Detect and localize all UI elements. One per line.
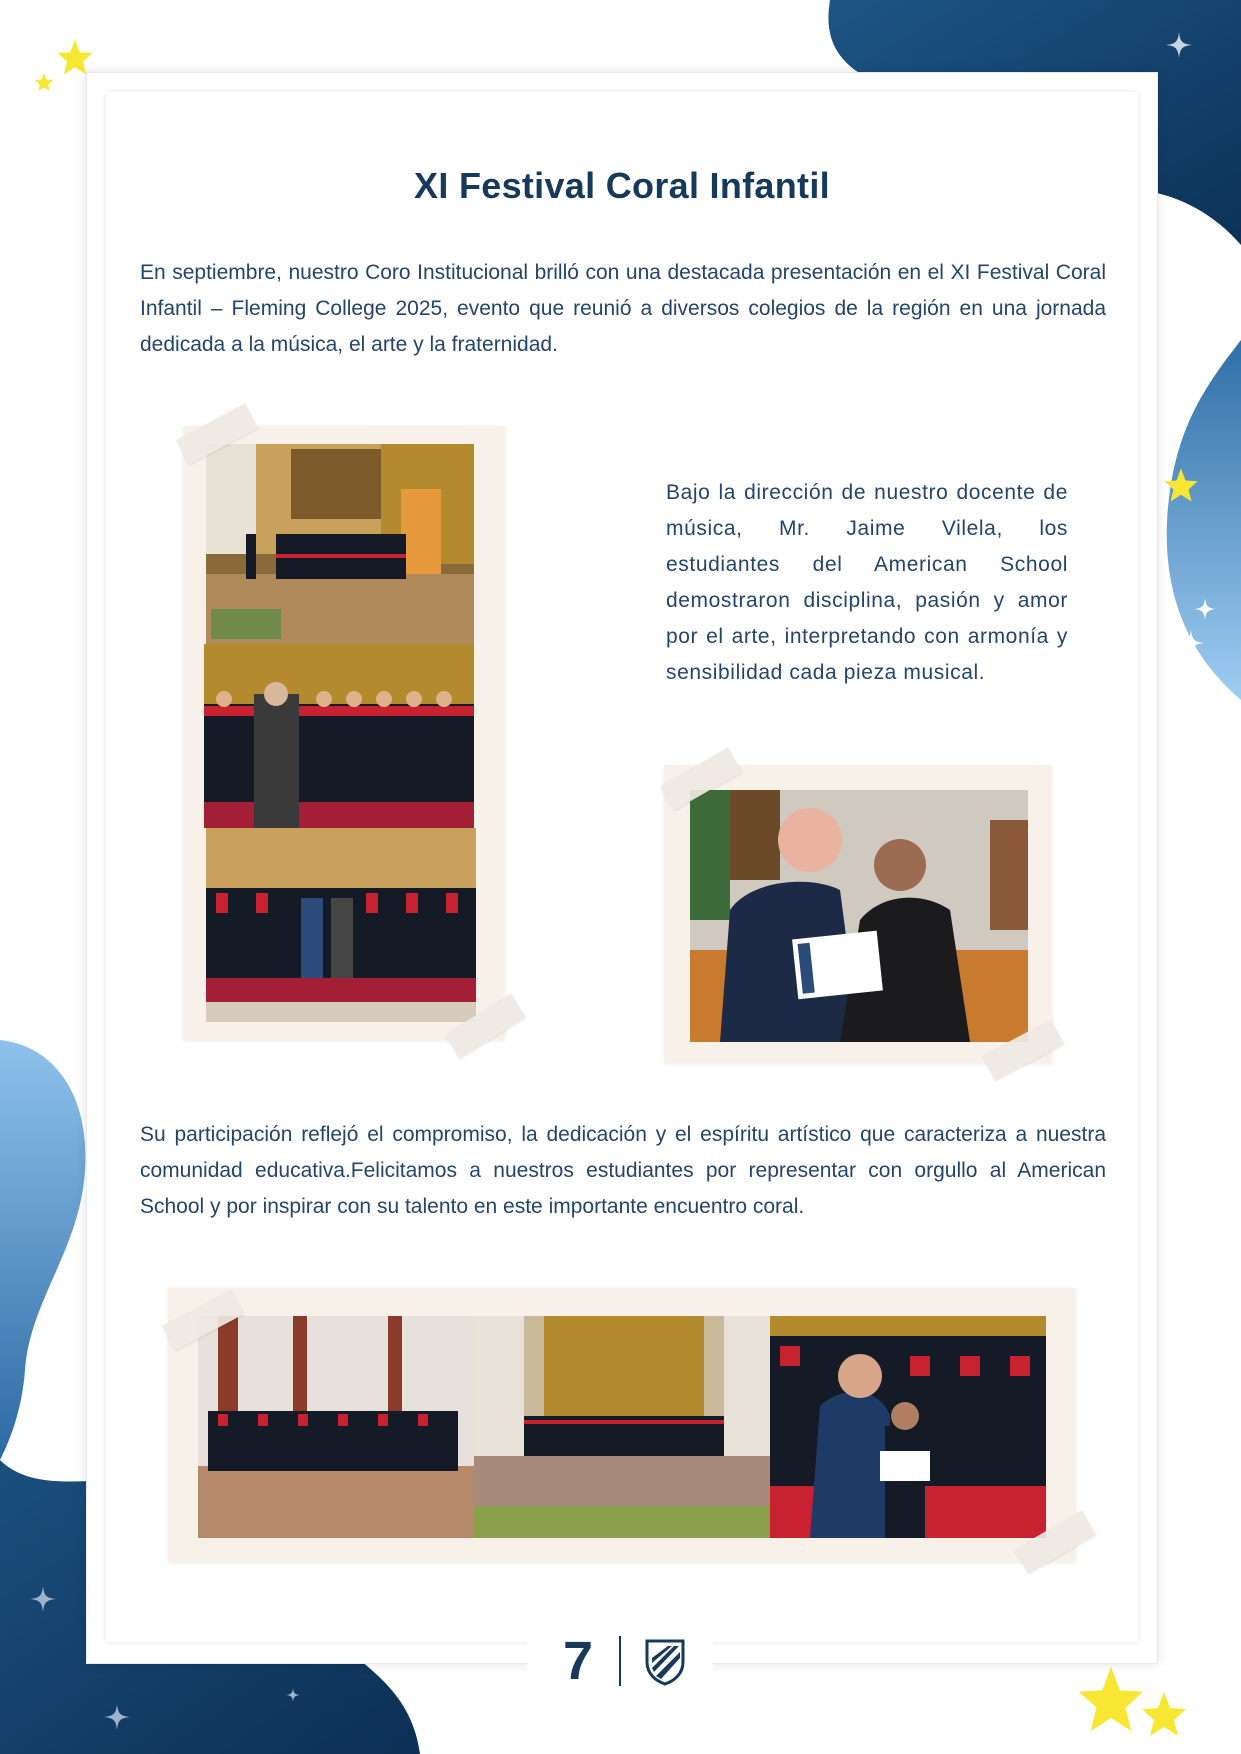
photo-certificate-award xyxy=(690,790,1028,1042)
sparkle-icon xyxy=(1194,598,1216,620)
photo-choir-hall xyxy=(198,1316,474,1538)
sparkle-icon xyxy=(1178,630,1204,656)
closing-paragraph: Su participación reflejó el compromiso, la dedicación y el espíritu artístico que caracteriza a nuestra comunidad educativa.Felicitamos a nuestros estudiantes por representar con orgullo al American School y por inspirar con su talento en este importante encuentro coral. xyxy=(140,1123,1106,1218)
photo-choir-church-wide xyxy=(206,444,474,644)
star-icon xyxy=(56,38,94,76)
star-icon xyxy=(1140,1690,1188,1738)
intro-paragraph: En septiembre, nuestro Coro Institucional brilló con una destacada presentación en el XI Festival Coral Infantil – Fleming College 2025, evento que reunió a diversos colegios de la región en una jornada dedicada a la música, el arte y la fraternidad. xyxy=(140,261,1106,356)
photo-choir-conductor xyxy=(204,644,474,828)
star-icon xyxy=(34,72,54,92)
sparkle-icon xyxy=(104,1704,130,1730)
photo-choir-group-altar xyxy=(206,828,476,1022)
page-number: 7 xyxy=(562,1631,594,1691)
decorative-blob-left xyxy=(0,1040,100,1460)
side-paragraph: Bajo la dirección de nuestro docente de música, Mr. Jaime Vilela, los estudiantes del American School demostraron disciplina, pasión y amor por el arte, interpretando con armonía y sensibilidad cada pieza musical. xyxy=(666,481,1068,684)
footer-divider xyxy=(619,1636,621,1686)
school-shield-icon xyxy=(644,1638,686,1686)
sparkle-icon xyxy=(30,1586,56,1612)
photo-teacher-student-certificate xyxy=(770,1316,1046,1538)
sparkle-icon xyxy=(286,1688,300,1702)
page-title: XI Festival Coral Infantil xyxy=(414,165,830,206)
star-icon xyxy=(1076,1664,1146,1734)
photo-choir-altar-wide xyxy=(474,1316,770,1538)
star-icon xyxy=(1163,467,1199,503)
sparkle-icon xyxy=(1166,32,1192,58)
